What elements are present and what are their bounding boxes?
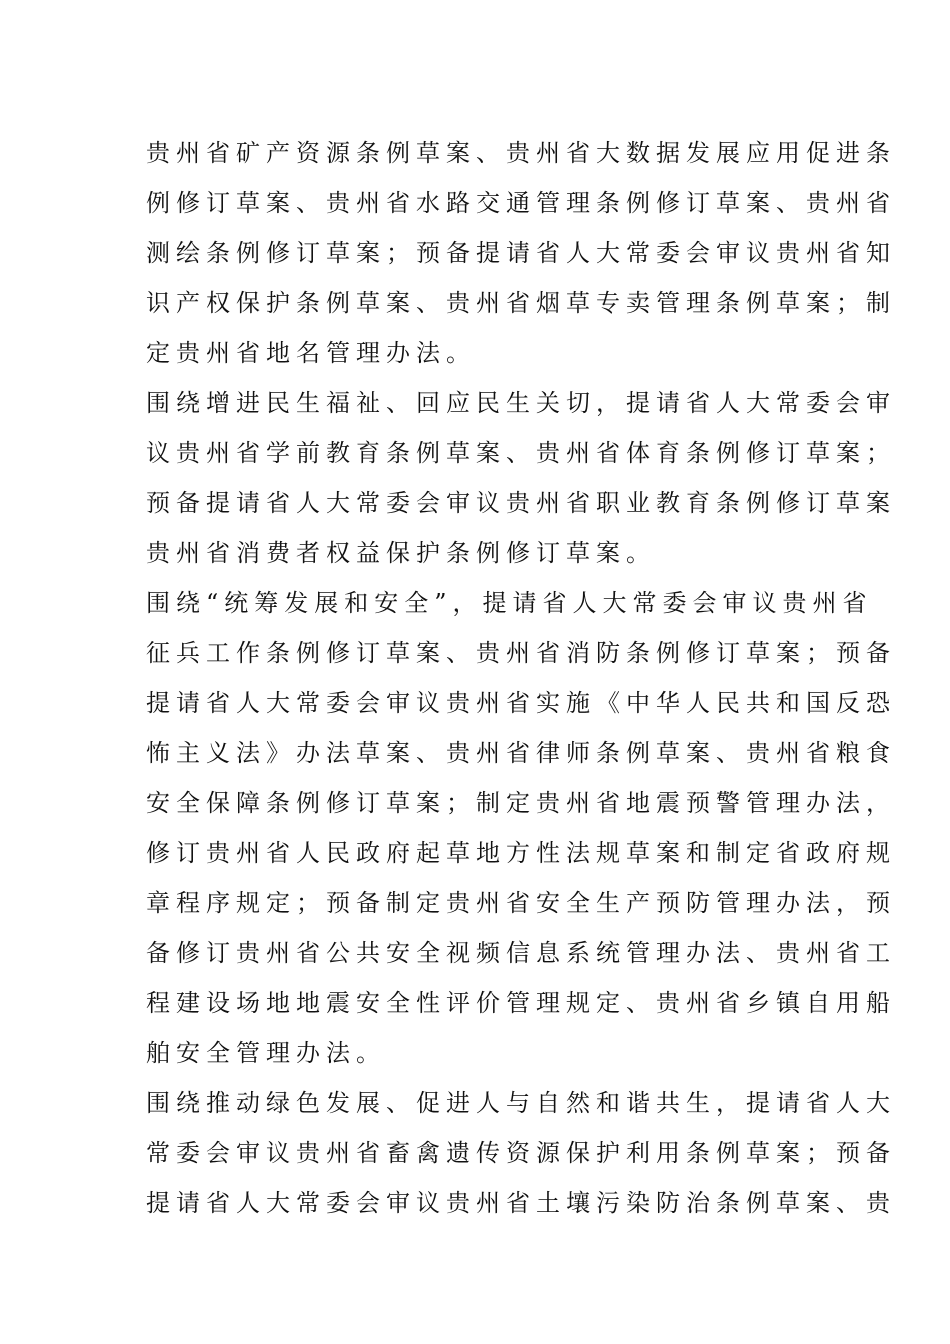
paragraph-3 xyxy=(146,578,896,1078)
text-line: 征兵工作条例修订草案、贵州省消防条例修订草案；预备 xyxy=(146,639,896,667)
text-line: 提请省人大常委会审议贵州省土壤污染防治条例草案、贵 xyxy=(146,1189,896,1217)
text-line: 围绕增进民生福祉、回应民生关切，提请省人大常委会审 xyxy=(146,389,896,417)
text-line: 提请省人大常委会审议贵州省实施《中华人民共和国反恐 xyxy=(146,689,896,717)
paragraph-1 xyxy=(146,128,896,378)
text-line: 修订贵州省人民政府起草地方性法规草案和制定省政府规 xyxy=(146,839,896,867)
document-body xyxy=(146,128,896,1228)
text-line: 安全保障条例修订草案；制定贵州省地震预警管理办法， xyxy=(146,789,896,817)
text-line: 预备提请省人大常委会审议贵州省职业教育条例修订草案 xyxy=(146,489,896,517)
text-line: 围绕推动绿色发展、促进人与自然和谐共生，提请省人大 xyxy=(146,1089,896,1117)
paragraph-4 xyxy=(146,1078,896,1228)
text-line: 舶安全管理办法。 xyxy=(146,1039,386,1067)
text-line: 议贵州省学前教育条例草案、贵州省体育条例修订草案； xyxy=(146,439,896,467)
text-line: 程建设场地地震安全性评价管理规定、贵州省乡镇自用船 xyxy=(146,989,896,1017)
text-line: 定贵州省地名管理办法。 xyxy=(146,339,476,367)
text-line: 贵州省矿产资源条例草案、贵州省大数据发展应用促进条 xyxy=(146,139,896,167)
text-line: 贵州省消费者权益保护条例修订草案。 xyxy=(146,539,656,567)
text-line: 围绕“统筹发展和安全”，提请省人大常委会审议贵州省 xyxy=(146,589,873,617)
text-line: 例修订草案、贵州省水路交通管理条例修订草案、贵州省 xyxy=(146,189,896,217)
text-line: 识产权保护条例草案、贵州省烟草专卖管理条例草案；制 xyxy=(146,289,896,317)
paragraph-2 xyxy=(146,378,896,578)
text-line: 测绘条例修订草案；预备提请省人大常委会审议贵州省知 xyxy=(146,239,896,267)
text-line: 怖主义法》办法草案、贵州省律师条例草案、贵州省粮食 xyxy=(146,739,896,767)
text-line: 常委会审议贵州省畜禽遗传资源保护利用条例草案；预备 xyxy=(146,1139,896,1167)
text-line: 备修订贵州省公共安全视频信息系统管理办法、贵州省工 xyxy=(146,939,896,967)
text-line: 章程序规定；预备制定贵州省安全生产预防管理办法，预 xyxy=(146,889,896,917)
